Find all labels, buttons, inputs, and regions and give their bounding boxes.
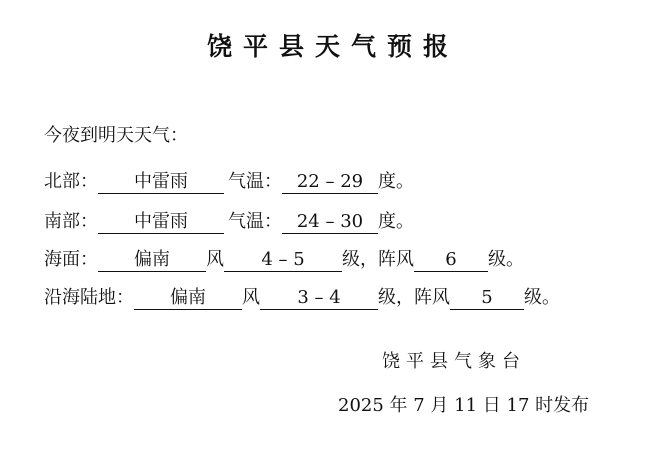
row-label: 海面： — [44, 249, 98, 270]
wind-word: 风 — [242, 287, 260, 308]
forecast-row-south — [44, 210, 414, 234]
page-title: 饶平县天气预报 — [206, 32, 459, 61]
temp-label: 气温： — [228, 211, 282, 232]
gust-value: 6 — [414, 250, 488, 272]
row-label: 南部： — [44, 211, 98, 232]
row-label: 沿海陆地： — [44, 287, 134, 308]
issue-date: 2025 年 7 月 11 日 17 时发布 — [338, 395, 590, 416]
wind-direction-value: 偏南 — [134, 288, 242, 310]
wind-level-value: 3 – 4 — [260, 288, 378, 310]
row-label: 北部： — [44, 171, 98, 192]
temp-unit: 度。 — [378, 211, 414, 232]
wind-direction-value: 偏南 — [98, 250, 206, 272]
intro-line: 今夜到明天天气： — [44, 125, 188, 146]
wind-level-unit: 级，阵风 — [342, 249, 414, 270]
gust-unit: 级。 — [524, 287, 560, 308]
weather-value: 中雷雨 — [98, 212, 224, 234]
wind-row-coastal-land — [44, 286, 560, 310]
temp-range-value: 24 – 30 — [282, 212, 378, 234]
temp-label: 气温： — [228, 171, 282, 192]
wind-level-value: 4 – 5 — [224, 250, 342, 272]
temp-unit: 度。 — [378, 171, 414, 192]
issuing-agency: 饶平县气象台 — [382, 351, 526, 372]
forecast-row-north — [44, 170, 414, 194]
wind-word: 风 — [206, 249, 224, 270]
weather-value: 中雷雨 — [98, 172, 224, 194]
gust-value: 5 — [450, 288, 524, 310]
wind-row-sea — [44, 248, 524, 272]
temp-range-value: 22 – 29 — [282, 172, 378, 194]
wind-level-unit: 级，阵风 — [378, 287, 450, 308]
gust-unit: 级。 — [488, 249, 524, 270]
